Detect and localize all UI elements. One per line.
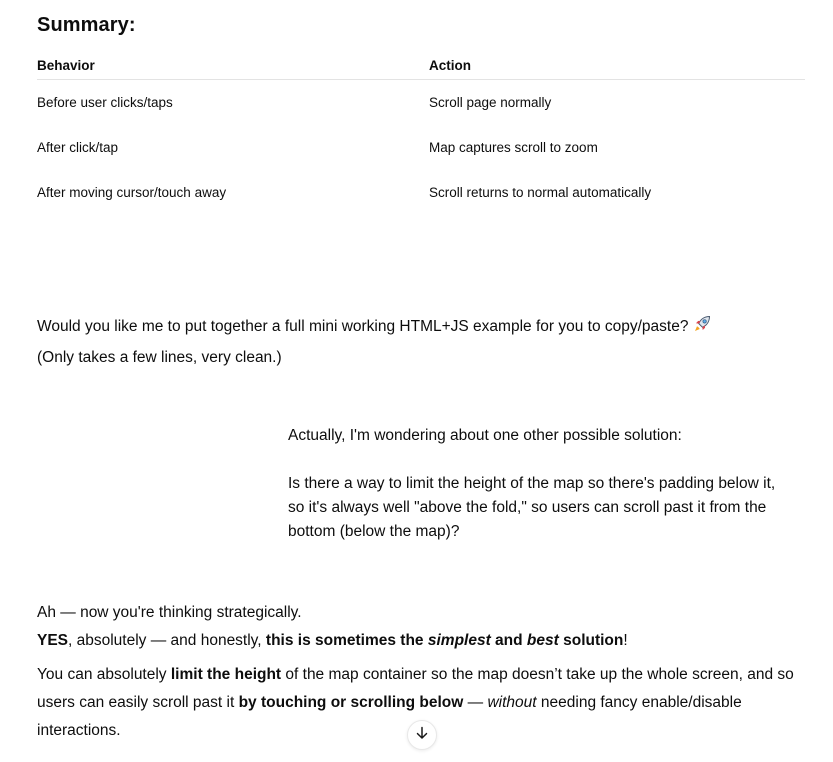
table-cell: Map captures scroll to zoom (429, 140, 598, 155)
reply-text: — (463, 694, 488, 711)
arrow-down-icon (414, 725, 430, 746)
table-row (37, 80, 805, 126)
table-row (37, 170, 805, 215)
user-message-para-1: Actually, I'm wondering about one other possible solution: (288, 427, 682, 444)
table-cell: After click/tap (37, 140, 119, 155)
offer-text: Would you like me to put together a full mini working HTML+JS example for you to copy/paste? (37, 318, 689, 335)
reply-bold: by touching or scrolling below (238, 694, 464, 711)
reply-text: and (490, 632, 527, 649)
reply-yes: YES (37, 632, 69, 649)
reply-line-1: Ah — now you're thinking strategically. (37, 604, 302, 621)
reply-italic: simplest (427, 632, 491, 649)
reply-text: , absolutely — and honestly, (68, 632, 266, 649)
table-cell: Scroll page normally (429, 95, 552, 110)
rocket-icon (692, 314, 712, 344)
scroll-to-bottom-button[interactable] (407, 720, 437, 750)
table-header-row (37, 52, 805, 80)
header-behavior: Behavior (37, 52, 429, 80)
reply-text: of the map container so the map doesn’t take up the whole screen, and so users can easily scroll past it (37, 666, 794, 711)
reply-bold: limit the height (170, 666, 282, 683)
reply-emphasis (266, 632, 623, 649)
reply-text: needing fancy enable/disable interactions. (37, 694, 742, 739)
summary-title: Summary: (37, 14, 136, 36)
offer-note: (Only takes a few lines, very clean.) (37, 349, 282, 366)
reply-italic: without (487, 694, 537, 711)
reply-line-2 (37, 627, 805, 655)
assistant-reply-intro (37, 599, 805, 655)
table-cell: Scroll returns to normal automatically (429, 185, 652, 200)
reply-text: ! (623, 632, 628, 649)
reply-text: this is sometimes the (265, 632, 428, 649)
reply-text: solution (558, 632, 624, 649)
header-action: Action (429, 52, 805, 80)
user-message-para-2: Is there a way to limit the height of the map so there's padding below it, so it's always well "above the fold," so users can scroll past it from the bottom (below the map)? (288, 475, 776, 540)
reply-text: You can absolutely (37, 666, 171, 683)
assistant-message-offer (37, 313, 797, 372)
summary-table (37, 52, 805, 215)
reply-italic: best (526, 632, 559, 649)
table-cell: Before user clicks/taps (37, 95, 173, 110)
table-cell: After moving cursor/touch away (37, 185, 227, 200)
user-message (288, 424, 788, 544)
table-row (37, 125, 805, 170)
